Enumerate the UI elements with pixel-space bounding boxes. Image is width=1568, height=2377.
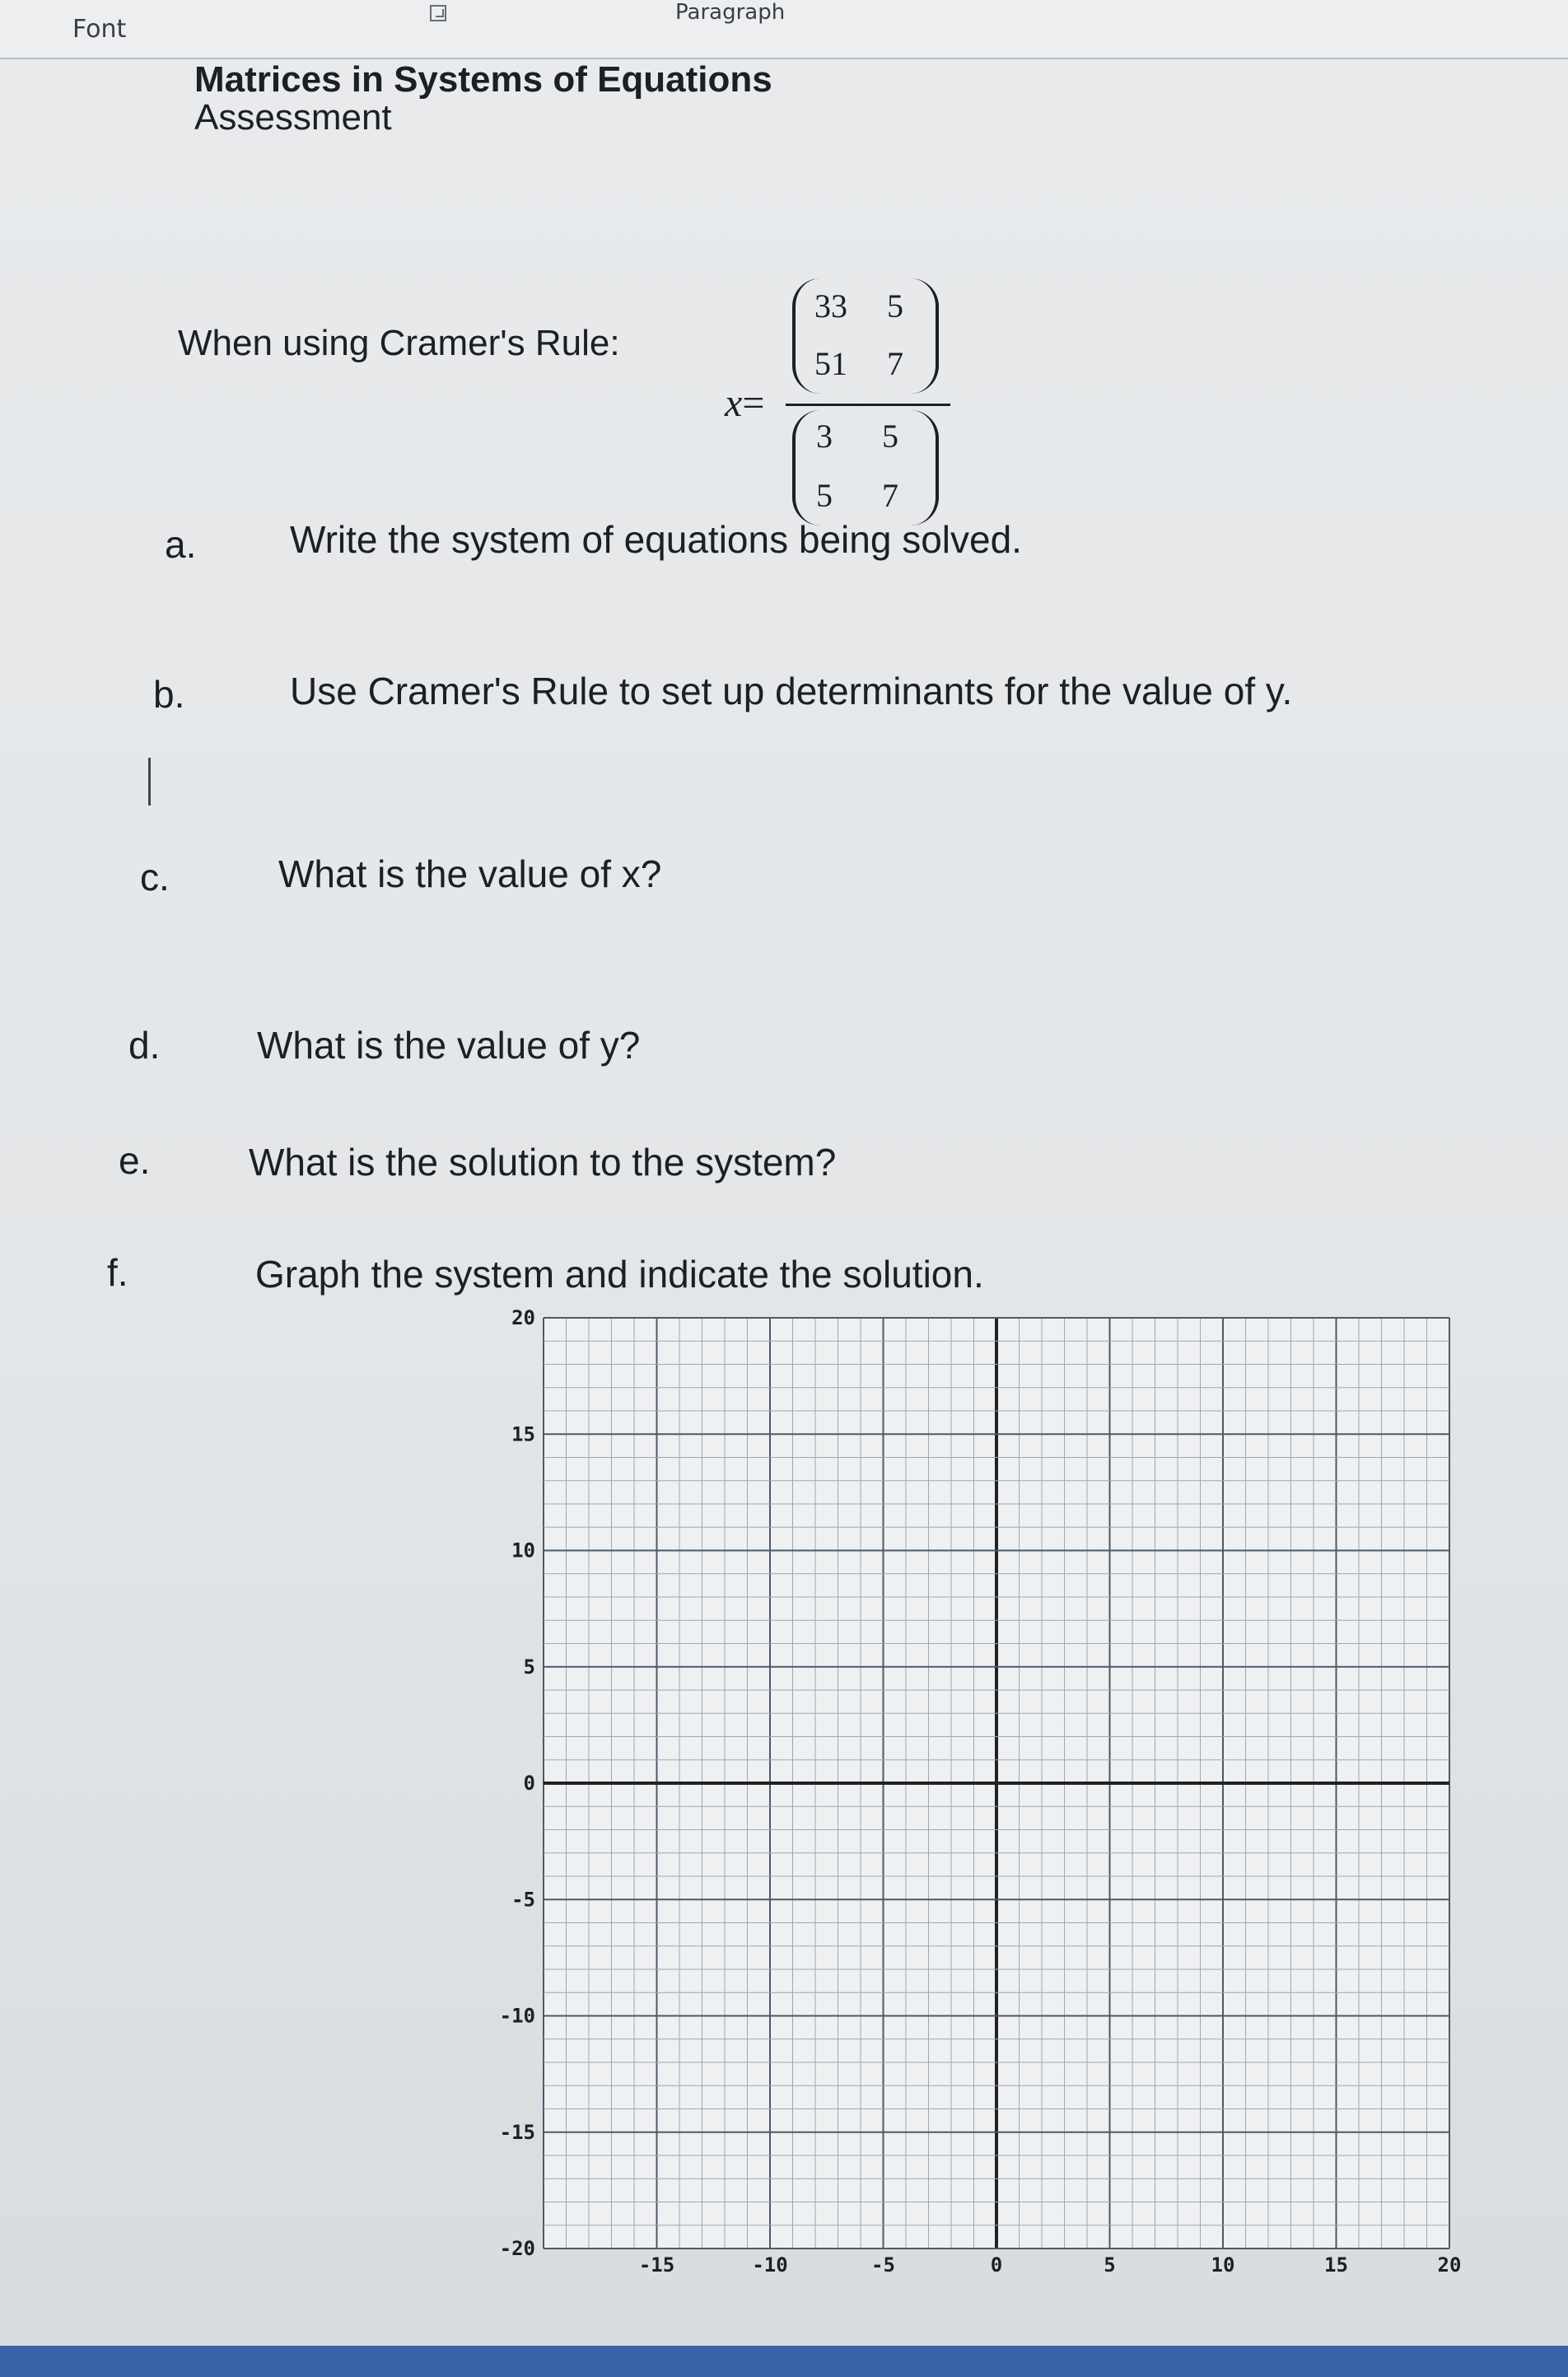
formula-equals: = — [742, 381, 765, 425]
y-tick-label: 15 — [511, 1422, 535, 1446]
question-b-letter: b. — [153, 673, 185, 716]
x-tick-label: -5 — [871, 2253, 895, 2273]
x-tick-label: -15 — [638, 2253, 675, 2273]
y-tick-label: -10 — [499, 2004, 535, 2028]
matrix-cell: 3 — [816, 418, 833, 455]
matrix-cell: 7 — [887, 345, 903, 382]
x-tick-label: 5 — [1104, 2253, 1116, 2273]
matrix-cell: 51 — [814, 345, 847, 382]
y-tick-label: -20 — [499, 2237, 535, 2260]
x-tick-label: 10 — [1211, 2253, 1235, 2273]
x-tick-label: -10 — [752, 2253, 788, 2273]
y-tick-label: -15 — [499, 2120, 535, 2144]
text-cursor — [148, 758, 151, 806]
ribbon — [0, 0, 1568, 59]
matrix-cell: 7 — [882, 477, 898, 514]
question-b-text: Use Cramer's Rule to set up determinants for the value of y. — [290, 670, 1293, 712]
y-tick-label: 0 — [523, 1772, 535, 1795]
dialog-launcher-icon[interactable] — [430, 5, 446, 21]
cramer-intro: When using Cramer's Rule: — [178, 323, 620, 363]
question-e-text: What is the solution to the system? — [249, 1141, 837, 1184]
formula-lhs — [725, 381, 764, 426]
question-c-text: What is the value of x? — [278, 852, 662, 895]
y-tick-label: -5 — [511, 1888, 535, 1912]
numerator-matrix — [792, 278, 939, 394]
matrix-cell: 5 — [887, 287, 903, 325]
question-d-text: What is the value of y? — [257, 1024, 641, 1067]
question-f-letter: f. — [107, 1251, 128, 1294]
x-tick-label: 0 — [990, 2253, 1003, 2273]
formula-variable: x — [725, 381, 743, 425]
paragraph-group-label: Paragraph — [675, 0, 786, 25]
coordinate-grid[interactable] — [445, 1260, 1499, 2273]
y-tick-label: 20 — [511, 1306, 535, 1329]
matrix-cell: 5 — [882, 418, 898, 455]
matrix-cell: 33 — [814, 287, 847, 325]
question-e-letter: e. — [119, 1139, 151, 1182]
document-subtitle: Assessment — [194, 97, 392, 138]
y-tick-label: 10 — [511, 1539, 535, 1562]
document-title: Matrices in Systems of Equations — [194, 59, 772, 100]
question-a-letter: a. — [165, 523, 197, 566]
question-f-text: Graph the system and indicate the solution. — [255, 1253, 984, 1296]
question-c-letter: c. — [140, 856, 170, 899]
matrix-cell: 5 — [816, 477, 833, 514]
question-a-text: Write the system of equations being solved. — [290, 518, 1022, 561]
font-group-label: Font — [72, 15, 127, 44]
grid-lines — [544, 1318, 1449, 2249]
x-tick-label: 20 — [1437, 2253, 1462, 2273]
denominator-matrix — [792, 410, 939, 525]
fraction-bar — [786, 404, 950, 406]
y-tick-label: 5 — [523, 1655, 535, 1679]
taskbar — [0, 2346, 1568, 2377]
x-tick-label: 15 — [1324, 2253, 1348, 2273]
question-d-letter: d. — [128, 1024, 161, 1067]
